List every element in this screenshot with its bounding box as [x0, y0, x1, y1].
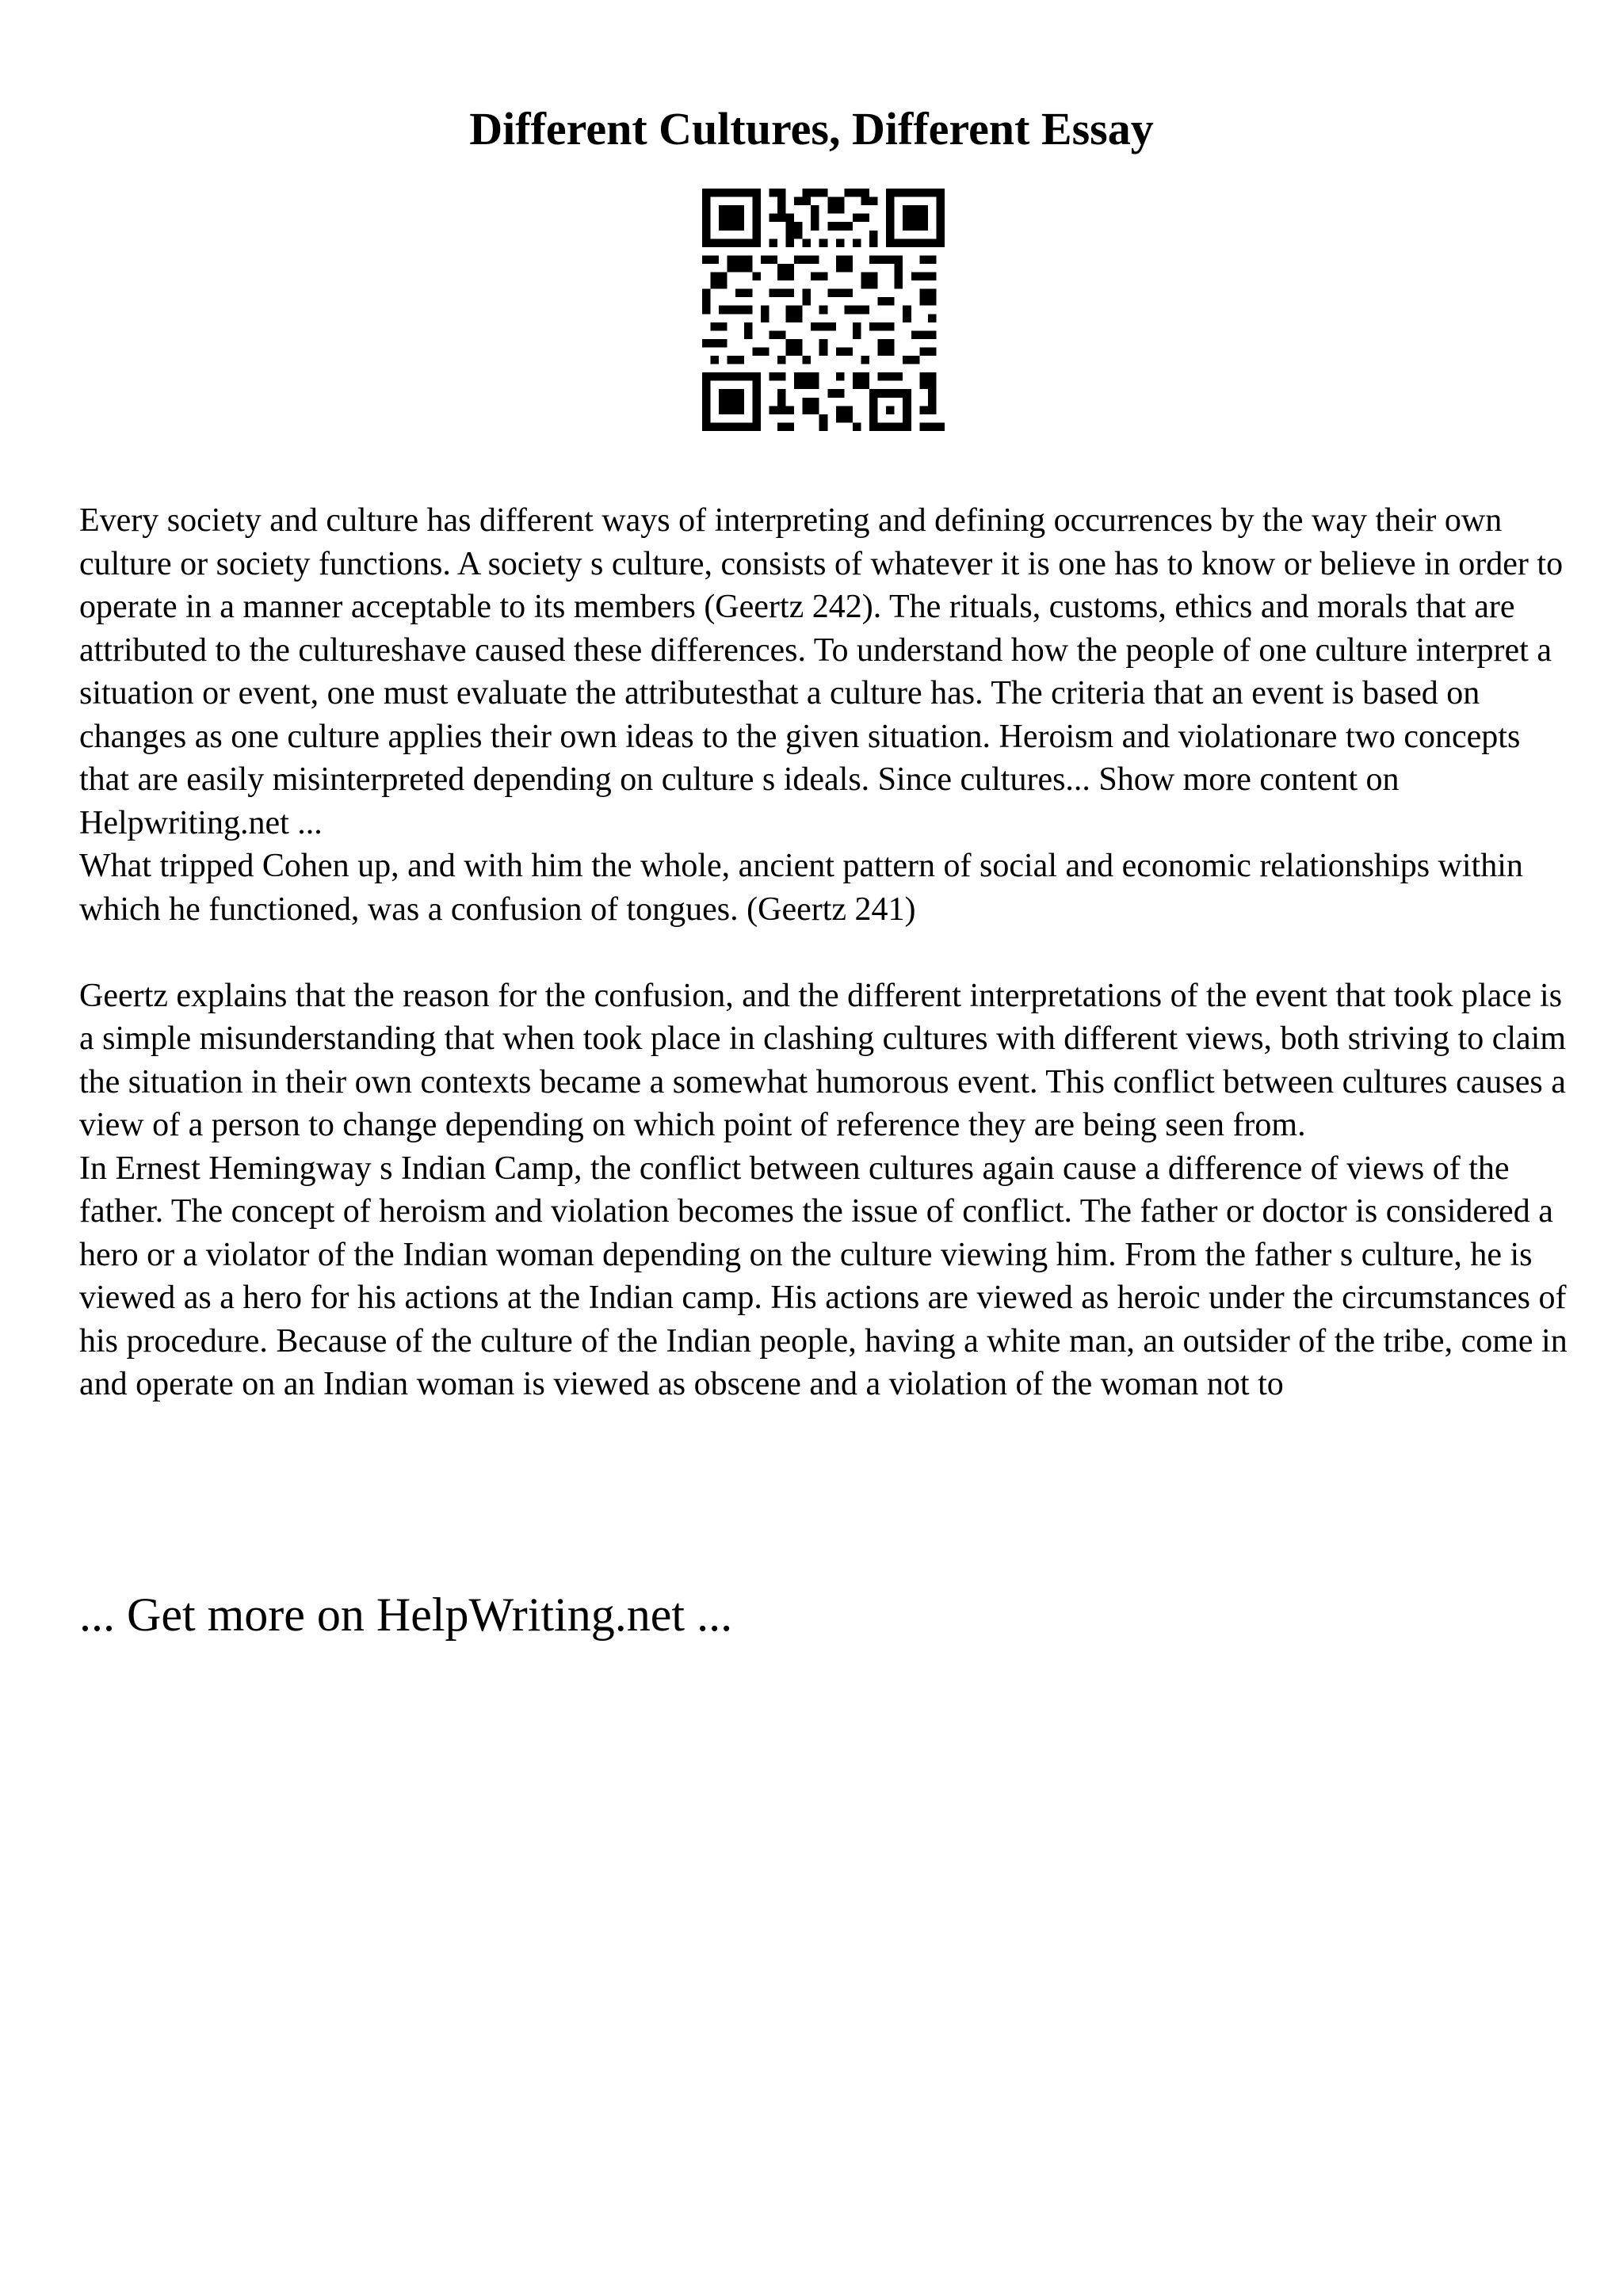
paragraph-quote: What tripped Cohen up, and with him the whole, ancient pattern of social and economic relationships within which he functioned, was a confusion of tongues. (Geertz 241)	[79, 848, 1532, 928]
qr-code-icon	[702, 189, 945, 431]
paragraph-spacer	[79, 931, 1569, 974]
get-more-link[interactable]: ... Get more on HelpWriting.net ...	[79, 1589, 733, 1641]
document-title: Different Cultures, Different Essay	[469, 103, 1154, 154]
paragraph-hemingway: In Ernest Hemingway s Indian Camp, the conflict between cultures again cause a difference of views of the father. The concept of heroism and violation becomes the issue of conflict. The father or doctor is considered a hero or a violator of the Indian woman depending on the culture viewing him. From the father s culture, he is viewed as a hero for his actions at the Indian camp. His actions are viewed as heroic under the circumstances of his procedure. Because of the culture of the Indian people, having a white man, an outsider of the tribe, come in and operate on an Indian woman is viewed as obscene and a violation of the woman not to	[79, 1150, 1576, 1402]
essay-body	[79, 499, 1576, 1406]
paragraph-intro: Every society and culture has different ways of interpreting and defining occurrences by the way their own culture or society functions. A society s culture, consists of whatever it is one has to know or believe in order to operate in a manner acceptable to its members (Geertz 242). The rituals, customs, ethics and morals that are attributed to the cultureshave caused these differences. To understand how the people of one culture interpret a situation or event, one must evaluate the attributesthat a culture has. The criteria that an event is based on changes as one culture applies their own ideas to the given situation. Heroism and violationare two concepts that are easily misinterpreted depending on culture s ideals. Since cultures... Show more content on Helpwriting.net ...	[79, 502, 1571, 841]
paragraph-geertz: Geertz explains that the reason for the confusion, and the different interpretations of the event that took place is a simple misunderstanding that when took place in clashing cultures with different views, both striving to claim the situation in their own contexts became a somewhat humorous event. This conflict between cultures causes a view of a person to change depending on which point of reference they are being seen from.	[79, 977, 1575, 1143]
